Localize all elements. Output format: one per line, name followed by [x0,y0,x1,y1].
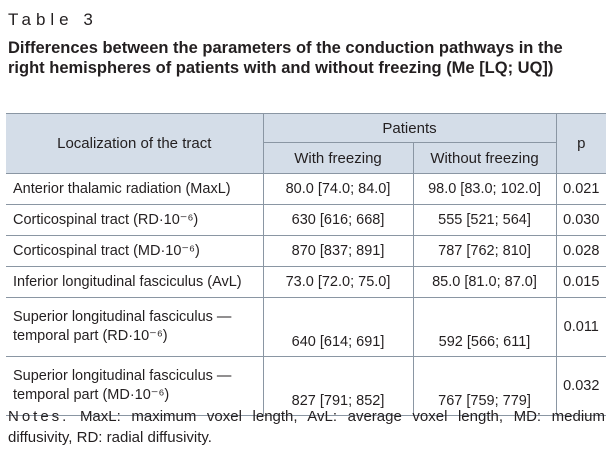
header-with-freezing: With freezing [263,143,413,174]
row-p-value: 0.032 [556,357,606,416]
table-row [6,267,606,298]
row-with-freezing: 80.0 [74.0; 84.0] [263,174,413,205]
row-without-freezing: 767 [759; 779] [413,357,556,416]
data-table [6,113,606,416]
header-p: p [556,114,606,174]
row-p-value: 0.030 [556,205,606,236]
row-p-value: 0.021 [556,174,606,205]
table-notes [8,406,605,448]
data-table-container [6,113,606,416]
row-with-freezing: 827 [791; 852] [263,357,413,416]
row-without-freezing: 787 [762; 810] [413,236,556,267]
row-with-freezing: 73.0 [72.0; 75.0] [263,267,413,298]
row-p-value: 0.015 [556,267,606,298]
row-name: Anterior thalamic radiation (MaxL) [6,174,263,205]
header-patients: Patients [263,114,556,143]
row-name-line2: temporal part (RD·10⁻⁶) [13,328,168,344]
table-label: Table 3 [8,10,98,29]
row-without-freezing: 592 [566; 611] [413,298,556,357]
header-localization: Localization of the tract [6,114,263,174]
row-name-line2: temporal part (MD·10⁻⁶) [13,387,170,403]
row-p-value: 0.028 [556,236,606,267]
row-with-freezing: 640 [614; 691] [263,298,413,357]
table-header [6,114,606,174]
table-body [6,174,606,416]
row-with-freezing: 630 [616; 668] [263,205,413,236]
row-name: Corticospinal tract (RD·10⁻⁶) [6,205,263,236]
table-row [6,205,606,236]
header-without-freezing: Without freezing [413,143,556,174]
table-caption: Differences between the parameters of the conduction pathways in the right hemispheres of patients with and without freezing (Me [LQ; UQ]) [8,39,563,77]
row-without-freezing: 555 [521; 564] [413,205,556,236]
row-without-freezing: 85.0 [81.0; 87.0] [413,267,556,298]
row-name-line1: Superior longitudinal fasciculus — [13,309,232,325]
row-name [6,298,263,357]
table-row [6,236,606,267]
row-name-line1: Superior longitudinal fasciculus — [13,368,232,384]
table-row [6,298,606,357]
row-without-freezing: 98.0 [83.0; 102.0] [413,174,556,205]
row-with-freezing: 870 [837; 891] [263,236,413,267]
notes-text: MaxL: maximum voxel length, AvL: average voxel length, MD: medium diffusivity, RD: radial diffusivity. [8,408,605,446]
notes-label: Notes. [8,408,70,425]
row-p-value: 0.011 [556,298,606,357]
row-name: Corticospinal tract (MD·10⁻⁶) [6,236,263,267]
row-name: Inferior longitudinal fasciculus (AvL) [6,267,263,298]
table-row [6,174,606,205]
